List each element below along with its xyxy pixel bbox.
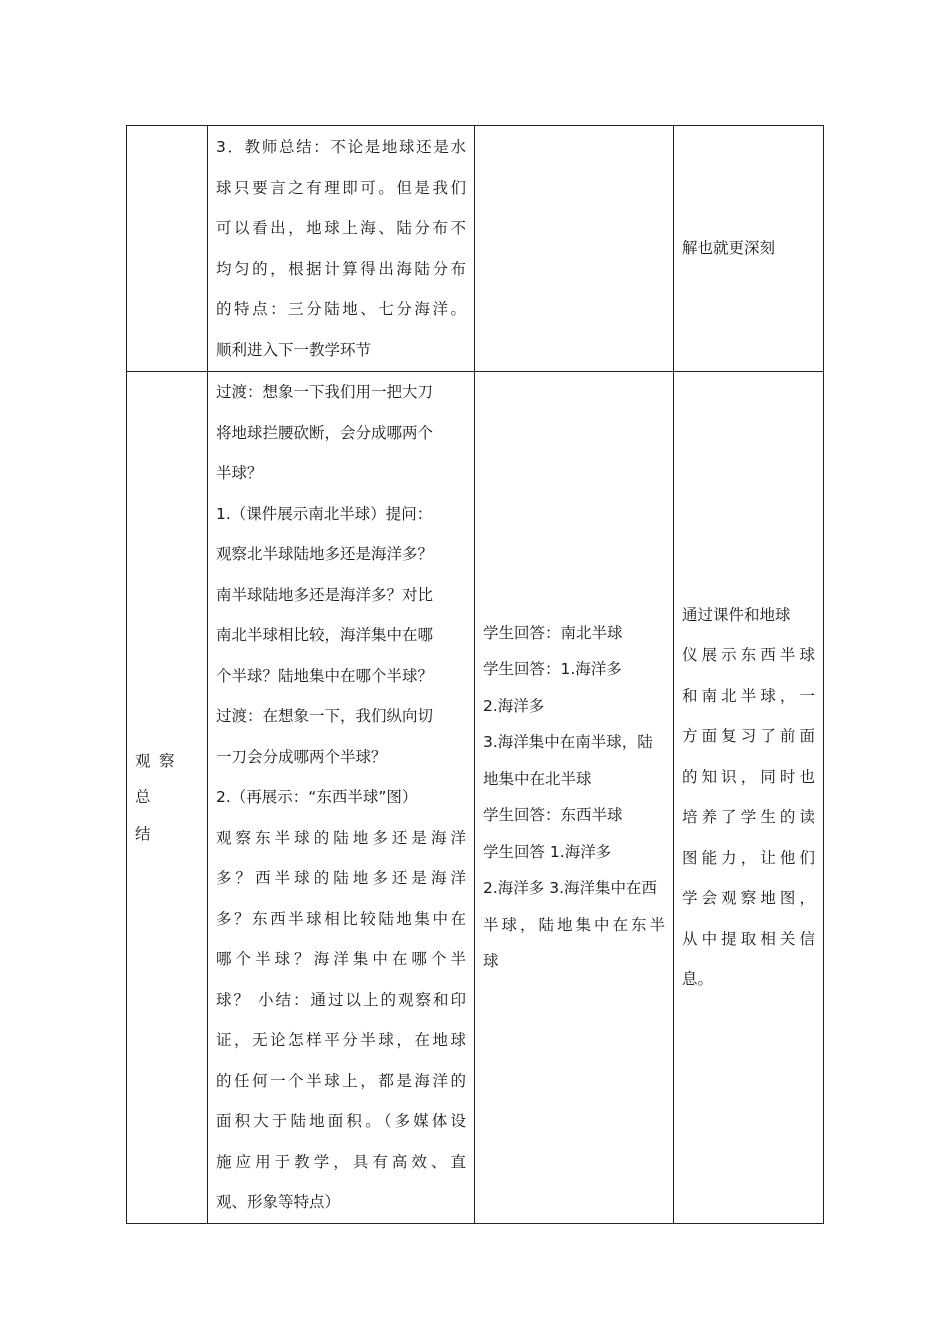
intent-line: 的知识，同时也 — [682, 767, 815, 786]
student-line: 学生回答 1.海洋多 — [483, 842, 612, 861]
intent-line: 和南北半球，一 — [682, 686, 815, 705]
teacher-line: 顺利进入下一教学环节 — [216, 340, 372, 359]
student-line: 2.海洋多 3.海洋集中在西 — [483, 879, 658, 898]
intent-line: 学会观察地图， — [682, 889, 815, 908]
teacher-line: 半球？ — [216, 464, 263, 482]
design-intent-cell — [674, 126, 824, 372]
student-activity-cell — [475, 126, 674, 372]
teacher-line: 过渡：想象一下我们用一把大刀 — [216, 383, 434, 401]
student-line: 地集中在北半球 — [483, 769, 592, 788]
stage-cell — [127, 126, 208, 372]
teacher-line: 南北半球相比较，海洋集中在哪 — [216, 626, 434, 644]
student-activity-cell — [475, 372, 674, 1224]
intent-line: 通过课件和地球 — [682, 605, 791, 624]
teacher-line: 一刀会分成哪两个半球？ — [216, 747, 387, 766]
teacher-line: 的任何一个半球上，都是海洋的 — [216, 1071, 466, 1090]
teacher-line: 南半球陆地多还是海洋多？对比 — [216, 585, 434, 604]
intent-line: 方面复习了前面 — [682, 727, 815, 746]
teacher-line: 施应用于教学，具有高效、直 — [216, 1152, 466, 1171]
intent-line: 解也就更深刻 — [682, 239, 776, 258]
student-line: 学生回答：1.海洋多 — [483, 660, 622, 679]
student-line: 球 — [483, 952, 499, 971]
student-line: 学生回答：东西半球 — [483, 806, 623, 825]
teacher-line: 球只要言之有理即可。但是我们 — [216, 178, 466, 197]
stage-line: 观察总 — [135, 751, 184, 806]
teacher-line: 观察东半球的陆地多还是海洋 — [216, 828, 466, 847]
teacher-line: 面积大于陆地面积。（多媒体设 — [216, 1112, 466, 1130]
teacher-line: 个半球？陆地集中在哪个半球？ — [216, 666, 434, 685]
teacher-line: 2.（再展示：“东西半球”图） — [216, 788, 418, 806]
teacher-line: 观、形象等特点） — [216, 1193, 341, 1211]
teacher-line: 均匀的，根据计算得出海陆分布 — [216, 259, 466, 278]
intent-line: 培养了学生的读 — [682, 808, 815, 827]
teacher-activity-cell — [208, 372, 475, 1224]
teacher-line: 多？西半球的陆地多还是海洋 — [216, 869, 466, 887]
teacher-line: 多？东西半球相比较陆地集中在 — [216, 909, 466, 928]
teacher-line: 球？ 小结：通过以上的观察和印 — [216, 990, 466, 1009]
teacher-line: 可以看出，地球上海、陆分布不 — [216, 219, 466, 237]
teacher-line: 证，无论怎样平分半球，在地球 — [216, 1031, 466, 1049]
teacher-line: 3．教师总结：不论是地球还是水 — [216, 138, 466, 156]
table-row — [127, 126, 824, 372]
student-line: 3.海洋集中在南半球，陆 — [483, 733, 653, 752]
intent-line: 图能力，让他们 — [682, 848, 815, 867]
intent-line: 仪展示东西半球 — [682, 646, 815, 665]
table-row — [127, 372, 824, 1224]
teacher-line: 哪个半球？海洋集中在哪个半 — [216, 950, 466, 968]
student-line: 半球，陆地集中在东半 — [483, 915, 665, 934]
stage-line: 结 — [135, 824, 151, 843]
intent-line: 从中提取相关信 — [682, 929, 815, 948]
teacher-activity-cell — [208, 126, 475, 372]
design-intent-cell — [674, 372, 824, 1224]
teacher-line: 的特点：三分陆地、七分海洋。 — [216, 300, 466, 318]
teacher-line: 1.（课件展示南北半球）提问： — [216, 504, 433, 523]
intent-line: 息。 — [682, 970, 714, 989]
teacher-line: 观察北半球陆地多还是海洋多？ — [216, 545, 434, 563]
lesson-plan-table — [126, 125, 824, 1224]
stage-cell — [127, 372, 208, 1224]
teacher-line: 将地球拦腰砍断，会分成哪两个 — [216, 423, 434, 442]
student-line: 学生回答：南北半球 — [483, 623, 623, 642]
student-line: 2.海洋多 — [483, 696, 545, 715]
teacher-line: 过渡：在想象一下，我们纵向切 — [216, 707, 434, 725]
